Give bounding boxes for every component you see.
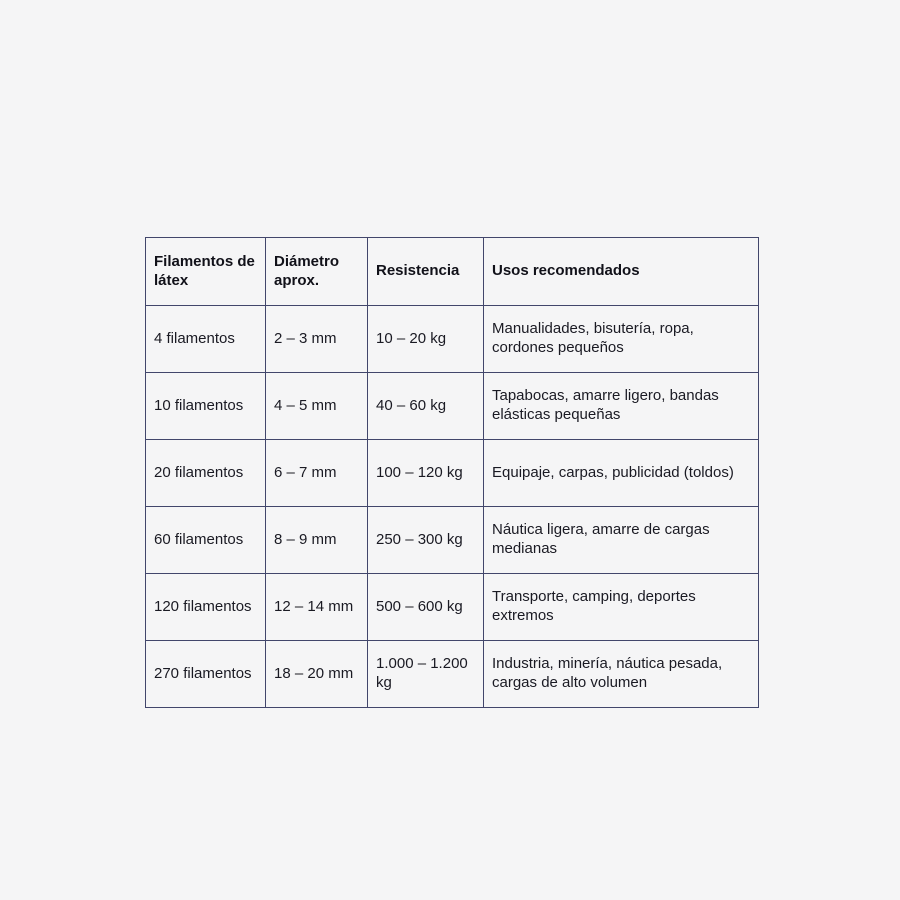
cell-filamentos: 4 filamentos bbox=[146, 306, 266, 373]
cell-usos: Náutica ligera, amarre de cargas medianas bbox=[484, 507, 759, 574]
cell-filamentos: 120 filamentos bbox=[146, 574, 266, 641]
cell-usos: Manualidades, bisutería, ropa, cordones pequeños bbox=[484, 306, 759, 373]
table-row bbox=[146, 641, 759, 708]
header-row bbox=[146, 238, 759, 306]
cell-resistencia: 100 – 120 kg bbox=[368, 440, 484, 507]
column-header-usos: Usos recomendados bbox=[484, 238, 759, 306]
table-row bbox=[146, 440, 759, 507]
cell-resistencia: 250 – 300 kg bbox=[368, 507, 484, 574]
cell-diametro: 2 – 3 mm bbox=[266, 306, 368, 373]
cell-filamentos: 20 filamentos bbox=[146, 440, 266, 507]
cell-filamentos: 60 filamentos bbox=[146, 507, 266, 574]
cell-usos: Tapabocas, amarre ligero, bandas elásticas pequeñas bbox=[484, 373, 759, 440]
table-row bbox=[146, 373, 759, 440]
cell-resistencia: 40 – 60 kg bbox=[368, 373, 484, 440]
table-row bbox=[146, 306, 759, 373]
cell-filamentos: 10 filamentos bbox=[146, 373, 266, 440]
cell-usos: Equipaje, carpas, publicidad (toldos) bbox=[484, 440, 759, 507]
cell-diametro: 12 – 14 mm bbox=[266, 574, 368, 641]
cell-resistencia: 10 – 20 kg bbox=[368, 306, 484, 373]
cell-diametro: 8 – 9 mm bbox=[266, 507, 368, 574]
cell-usos: Industria, minería, náutica pesada, cargas de alto volumen bbox=[484, 641, 759, 708]
column-header-filamentos: Filamentos de látex bbox=[146, 238, 266, 306]
filament-spec-table-container bbox=[145, 237, 759, 708]
column-header-diametro: Diámetro aprox. bbox=[266, 238, 368, 306]
cell-filamentos: 270 filamentos bbox=[146, 641, 266, 708]
filament-spec-table bbox=[145, 237, 759, 708]
cell-usos: Transporte, camping, deportes extremos bbox=[484, 574, 759, 641]
table-row bbox=[146, 574, 759, 641]
cell-diametro: 18 – 20 mm bbox=[266, 641, 368, 708]
cell-resistencia: 500 – 600 kg bbox=[368, 574, 484, 641]
cell-diametro: 6 – 7 mm bbox=[266, 440, 368, 507]
column-header-resistencia: Resistencia bbox=[368, 238, 484, 306]
cell-diametro: 4 – 5 mm bbox=[266, 373, 368, 440]
table-row bbox=[146, 507, 759, 574]
cell-resistencia: 1.000 – 1.200 kg bbox=[368, 641, 484, 708]
